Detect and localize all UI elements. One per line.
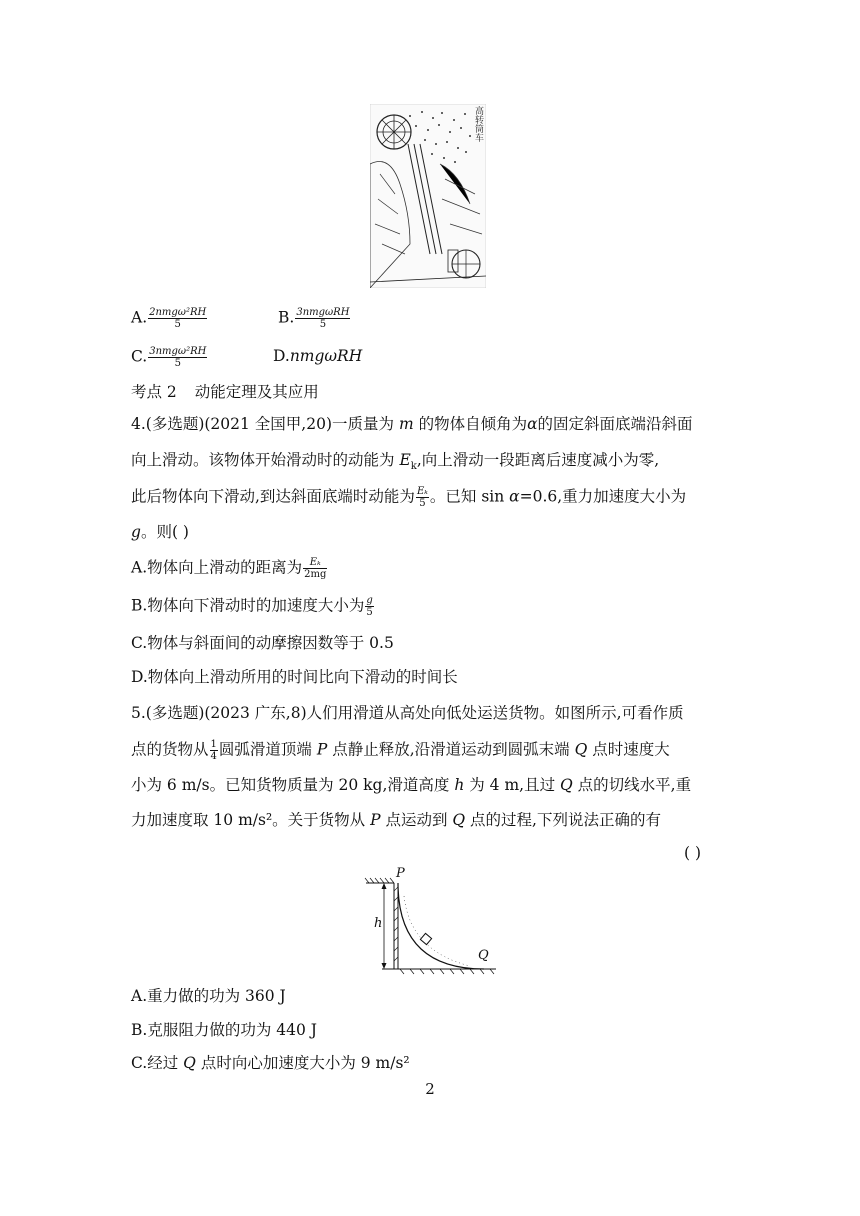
q4-option-a: A.物体向上滑动的距离为 $\frac{\text{Eₖ}}{2mg}$ [131,557,327,580]
page-number: 2 [425,1080,435,1098]
q3-option-c: C. $\frac{\text{3nmgω²RH}}{5}$ [131,346,207,369]
q5-answer-bracket: ( ) [684,844,702,862]
q4-stem-line2: 向上滑动。该物体开始滑动时的动能为 $E_k$,向上滑动一段距离后速度减小为零, [131,451,660,473]
illustration-caption: 高转筒车 [473,106,483,142]
q5-option-b: B.克服阻力做的功为 440 J [131,1021,317,1039]
q4-stem-line4: g。则( ) [131,523,189,541]
slide-diagram [360,866,500,976]
q3-option-a: A. $\frac{\text{2nmgω²RH}}{5}$ [131,307,207,330]
label-q: Q [478,948,489,963]
q4-stem-line1: 4.(多选题)(2021 全国甲,20)一质量为 m 的物体自倾角为α的固定斜面底端沿斜面 [131,415,693,433]
q5-stem-line1: 5.(多选题)(2023 广东,8)人们用滑道从高处向低处运送货物。如图所示,可看作质 [131,704,684,722]
q5-option-a: A.重力做的功为 360 J [131,987,286,1005]
section-heading: 考点 2 动能定理及其应用 [131,383,319,401]
q5-stem-line3: 小为 6 m/s。已知货物质量为 20 kg,滑道高度 h 为 4 m,且过 Q 点的切线水平,重 [131,776,692,794]
q5-option-c: C.经过 Q 点时向心加速度大小为 9 m/s² [131,1054,410,1072]
q4-option-b: B.物体向下滑动时的加速度大小为 $\frac{g}{5}$ [131,595,373,618]
q4-option-d: D.物体向上滑动所用的时间比向下滑动的时间长 [131,668,458,686]
q4-option-c: C.物体与斜面间的动摩擦因数等于 0.5 [131,634,394,652]
q5-stem-line2: 点的货物从 $\frac{1}{4}$ 圆弧滑道顶端 P 点静止释放,沿滑道运动到圆弧末端 Q 点时速度大 [131,739,670,762]
water-wheel-illustration [370,104,486,288]
q4-stem-line3: 此后物体向下滑动,到达斜面底端时动能为 $\frac{\text{Eₖ}}{5}$ 。已知 sin α=0.6,重力加速度大小为 [131,486,687,509]
label-p: P [396,866,405,881]
q3-option-d: D.nmgωRH [273,347,363,365]
label-h: h [374,916,383,931]
q5-stem-line4: 力加速度取 10 m/s²。关于货物从 P 点运动到 Q 点的过程,下列说法正确的有 [131,811,661,829]
q3-option-b: B. $\frac{\text{3nmgωRH}}{5}$ [278,307,350,330]
